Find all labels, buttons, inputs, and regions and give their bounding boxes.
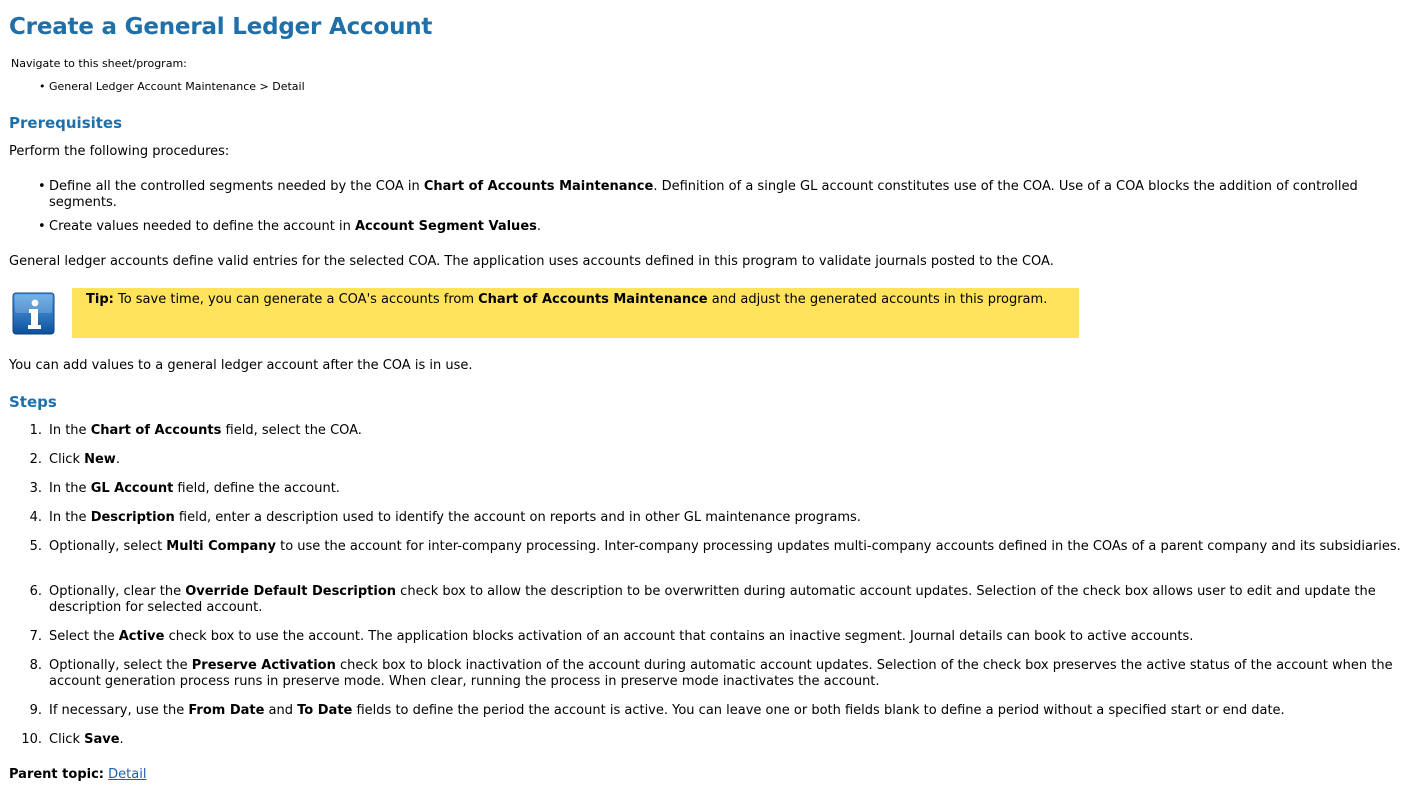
step-item (29, 481, 1414, 497)
bullet-icon: • (39, 80, 46, 93)
step-field-name: Save (84, 732, 120, 747)
step-field-name: New (84, 452, 116, 467)
tip-text-part: To save time, you can generate a COA's accounts from (113, 292, 479, 307)
step-text: Select the (49, 629, 119, 644)
step-number: 4. (29, 510, 42, 525)
step-field-name: Active (118, 629, 165, 644)
step-text: field, define the account. (173, 481, 340, 496)
step-text: In the (49, 423, 91, 438)
step-text: fields to define the period the account is active. You can leave one or both fields blank to define a period without a specified start or end date. (352, 703, 1285, 718)
navigate-label: Navigate to this sheet/program: (11, 57, 187, 70)
tip-text (86, 292, 1047, 308)
step-item (29, 452, 1414, 468)
tip-box (72, 288, 1079, 338)
step-text: to use the account for inter-company processing. Inter-company processing updates multi-company accounts defined in the COAs of a parent company and its subsidiaries. (275, 539, 1401, 554)
step-field-name: From Date (188, 703, 265, 718)
after-tip-paragraph: You can add values to a general ledger account after the COA is in use. (9, 358, 473, 373)
tip-text-part: and adjust the generated accounts in this program. (707, 292, 1048, 307)
description-paragraph: General ledger accounts define valid entries for the selected COA. The application uses accounts defined in this program to validate journals posted to the COA. (9, 254, 1054, 269)
step-item (29, 658, 1414, 690)
prerequisites-intro: Perform the following procedures: (9, 144, 230, 159)
step-text: check box to use the account. The application blocks activation of an account that contains an inactive segment. Journal details can book to active accounts. (164, 629, 1194, 644)
step-text: . (115, 452, 120, 467)
page-title: Create a General Ledger Account (9, 14, 433, 40)
step-number: 8. (29, 658, 42, 673)
step-field-name: Chart of Accounts (90, 423, 222, 438)
step-number: 9. (29, 703, 42, 718)
bullet-icon: • (38, 219, 46, 234)
tip-program-name: Chart of Accounts Maintenance (478, 292, 708, 307)
step-text: In the (49, 481, 91, 496)
step-text: check box to block inactivation of the account during automatic account updates. Selection of the check box preserves the active status of the account when the account generation process runs in preserve mode. When clear, running the process in preserve mode inactivates the account. (49, 658, 1393, 689)
step-text: Click (49, 732, 85, 747)
parent-topic-link[interactable]: Detail (108, 767, 147, 782)
step-field-name: Description (90, 510, 175, 525)
prerequisite-text: Define all the controlled segments needed by the COA in (49, 179, 424, 194)
navigate-path: General Ledger Account Maintenance > Detail (49, 80, 305, 93)
step-text: Optionally, clear the (49, 584, 186, 599)
prerequisite-program-name: Account Segment Values (354, 219, 537, 234)
step-field-name: Multi Company (166, 539, 276, 554)
step-field-name: Override Default Description (185, 584, 397, 599)
step-item (29, 539, 1414, 555)
step-item (29, 703, 1414, 719)
prerequisite-text: . Definition of a single GL account constitutes use of the COA. Use of a COA blocks the addition of controlled segments. (49, 179, 1358, 210)
step-number: 2. (29, 452, 42, 467)
step-item (21, 732, 1414, 748)
step-text: field, enter a description used to identify the account on reports and in other GL maintenance programs. (174, 510, 861, 525)
step-item (29, 510, 1414, 526)
info-icon (12, 292, 55, 335)
step-item (29, 423, 1414, 439)
step-text: . (119, 732, 124, 747)
step-text: If necessary, use the (49, 703, 189, 718)
step-text: and (264, 703, 298, 718)
prerequisite-program-name: Chart of Accounts Maintenance (423, 179, 654, 194)
step-number: 5. (29, 539, 42, 554)
parent-topic-label: Parent topic: (9, 767, 104, 782)
step-field-name: To Date (297, 703, 353, 718)
prerequisites-heading: Prerequisites (9, 114, 123, 132)
step-number: 6. (29, 584, 42, 599)
step-item (29, 584, 1414, 616)
parent-topic (9, 767, 1414, 783)
step-text: field, select the COA. (221, 423, 362, 438)
step-item (29, 629, 1414, 645)
navigate-path-item (39, 80, 305, 93)
step-number: 3. (29, 481, 42, 496)
prerequisite-item (38, 179, 1414, 211)
step-number: 1. (29, 423, 42, 438)
step-text: check box to allow the description to be overwritten during automatic account updates. Selection of the check box allows user to edit and update the description for selected account. (49, 584, 1376, 615)
step-text: Click (49, 452, 85, 467)
step-field-name: Preserve Activation (191, 658, 336, 673)
bullet-icon: • (38, 179, 46, 194)
step-text: Optionally, select (49, 539, 167, 554)
step-number: 7. (29, 629, 42, 644)
step-number: 10. (21, 732, 42, 747)
step-text: In the (49, 510, 91, 525)
prerequisite-item (38, 219, 1414, 235)
step-text: Optionally, select the (49, 658, 192, 673)
steps-heading: Steps (9, 393, 57, 411)
prerequisite-text: . (536, 219, 542, 234)
tip-label: Tip: (86, 292, 114, 307)
prerequisite-text: Create values needed to define the account in (49, 219, 355, 234)
step-field-name: GL Account (90, 481, 174, 496)
